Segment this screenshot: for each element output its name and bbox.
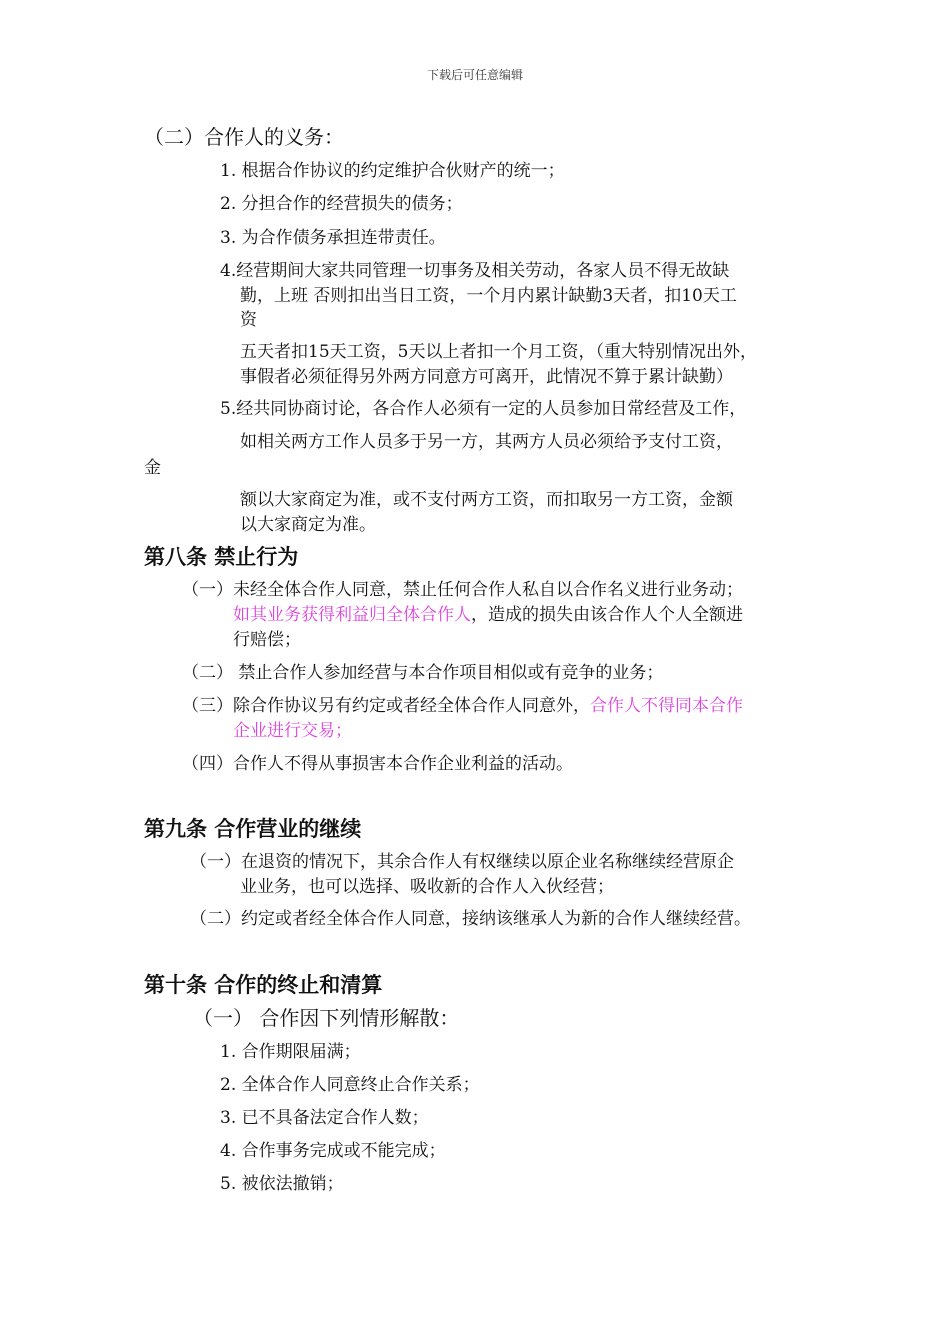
art10-item-5: 5. 被依法撤销； [220, 1174, 344, 1194]
art8-item-1-line-3: 行赔偿； [233, 630, 301, 650]
art8-item-1-line-2 [233, 603, 743, 627]
art9-item-2: （二）约定或者经全体合作人同意，接纳该继承人为新的合作人继续经营。 [190, 909, 751, 929]
duty-item-5-line-1: 5.经共同协商讨论，各合作人必须有一定的人员参加日常经营及工作， [220, 399, 747, 419]
art9-item-1-line-1: （一）在退资的情况下，其余合作人有权继续以原企业名称继续经营原企 [190, 852, 734, 872]
art8-item-3-line-2: 企业进行交易； [233, 721, 352, 741]
article-9-heading: 第九条 合作营业的继续 [144, 817, 362, 841]
duty-item-4-line-3: 资 [240, 310, 257, 330]
article-10-heading: 第十条 合作的终止和清算 [144, 973, 383, 997]
art8-item-1-line-2-rest: ，造成的损失由该合作人个人全额进 [471, 605, 743, 625]
art10-item-4: 4. 合作事务完成或不能完成； [220, 1141, 446, 1161]
duty-item-4-line-4: 五天者扣15天工资，5天以上者扣一个月工资，（重大特别情况出外， [240, 342, 757, 362]
art10-item-3: 3. 已不具备法定合作人数； [220, 1108, 429, 1128]
duty-item-4-line-1: 4.经营期间大家共同管理一切事务及相关劳动，各家人员不得无故缺 [220, 261, 730, 281]
duty-item-4-line-5: 事假者必须征得另外两方同意方可离开，此情况不算于累计缺勤） [240, 367, 733, 387]
duties-title: （二）合作人的义务： [144, 125, 344, 149]
art8-highlight-1: 如其业务获得利益归全体合作人 [233, 605, 471, 625]
art8-item-2: （二） 禁止合作人参加经营与本合作项目相似或有竞争的业务； [182, 663, 664, 683]
art8-highlight-2: 合作人不得同本合作 [590, 696, 743, 716]
duty-item-2: 2. 分担合作的经营损失的债务； [220, 194, 463, 214]
art8-item-3-line-1 [182, 694, 743, 718]
duty-item-5-line-2: 如相关两方工作人员多于另一方，其两方人员必须给予支付工资， [240, 432, 733, 452]
art10-item-2: 2. 全体合作人同意终止合作关系； [220, 1075, 480, 1095]
art8-item-1-line-1: （一）未经全体合作人同意，禁止任何合作人私自以合作名义进行业务动； [182, 580, 743, 600]
duty-item-3: 3. 为合作债务承担连带责任。 [220, 228, 446, 248]
duty-item-1: 1. 根据合作协议的约定维护合伙财产的统一； [220, 161, 565, 181]
article-8-heading: 第八条 禁止行为 [144, 545, 299, 569]
duty-item-5-line-5: 以大家商定为准。 [240, 515, 376, 535]
duty-item-5-line-4: 额以大家商定为准，或不支付两方工资，而扣取另一方工资，金额 [240, 490, 733, 510]
art8-item-3-line-1-text: （三）除合作协议另有约定或者经全体合作人同意外， [182, 696, 590, 716]
art8-item-4: （四）合作人不得从事损害本合作企业利益的活动。 [182, 754, 573, 774]
art10-subheading: （一） 合作因下列情形解散： [193, 1006, 460, 1030]
duty-item-5-line-3: 金 [144, 458, 161, 478]
art9-item-1-line-2: 业业务，也可以选择、吸收新的合作人入伙经营； [240, 877, 614, 897]
duty-item-4-line-2: 勤，上班 否则扣出当日工资，一个月内累计缺勤3天者，扣10天工 [240, 286, 737, 306]
art10-item-1: 1. 合作期限届满； [220, 1042, 361, 1062]
page-header-note: 下载后可任意编辑 [426, 68, 523, 82]
